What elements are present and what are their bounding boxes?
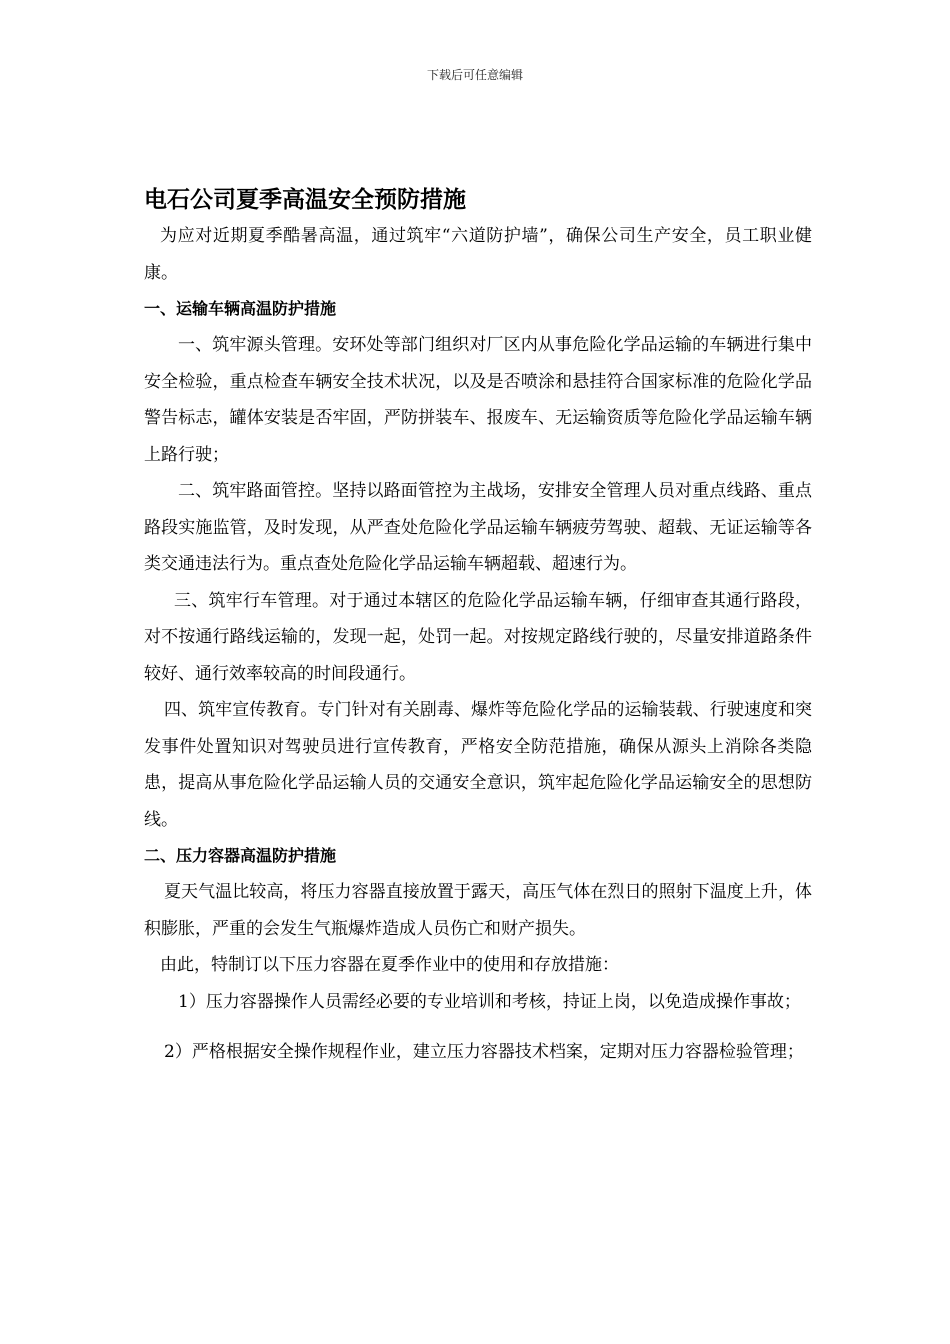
intro-paragraph: 为应对近期夏季酷暑高温，通过筑牢“六道防护墙”，确保公司生产安全，员工职业健康。 — [144, 226, 812, 283]
section-1-heading: 一、运输车辆高温防护措施 — [144, 299, 337, 318]
section-1-item-3: 三、筑牢行车管理。对于通过本辖区的危险化学品运输车辆，仔细审查其通行路段，对不按通行路线运输的，发现一起，处罚一起。对按规定路线行驶的，尽量安排道路条件较好、通行效率较高的时间段通行。 — [144, 590, 812, 684]
section-2-list-item-2: 2）严格根据安全操作规程作业，建立压力容器技术档案，定期对压力容器检验管理； — [164, 1042, 804, 1062]
section-2-heading: 二、压力容器高温防护措施 — [144, 846, 337, 865]
section-2-paragraph-1: 夏天气温比较高，将压力容器直接放置于露天，高压气体在烈日的照射下温度上升，体积膨胀，严重的会发生气瓶爆炸造成人员伤亡和财产损失。 — [144, 882, 812, 939]
header-note: 下载后可任意编辑 — [426, 68, 523, 82]
section-1-item-2: 二、筑牢路面管控。坚持以路面管控为主战场，安排安全管理人员对重点线路、重点路段实施监管，及时发现，从严查处危险化学品运输车辆疲劳驾驶、超载、无证运输等各类交通违法行为。重点查处危险化学品运输车辆超载、超速行为。 — [144, 481, 812, 574]
section-1-item-4: 四、筑牢宣传教育。专门针对有关剧毒、爆炸等危险化学品的运输装载、行驶速度和突发事件处置知识对驾驶员进行宣传教育，严格安全防范措施，确保从源头上消除各类隐患，提高从事危险化学品运输人员的交通安全意识，筑牢起危险化学品运输安全的思想防线。 — [144, 700, 812, 830]
document-title: 电石公司夏季高温安全预防措施 — [144, 187, 466, 213]
section-2-paragraph-2: 由此，特制订以下压力容器在夏季作业中的使用和存放措施： — [160, 955, 619, 975]
document-body — [144, 182, 812, 1071]
section-1-item-1: 一、筑牢源头管理。安环处等部门组织对厂区内从事危险化学品运输的车辆进行集中安全检验，重点检查车辆安全技术状况，以及是否喷涂和悬挂符合国家标准的危险化学品警告标志，罐体安装是否牢固，严防拼装车、报废车、无运输资质等危险化学品运输车辆上路行驶； — [144, 335, 812, 465]
section-2-list-item-1: 1）压力容器操作人员需经必要的专业培训和考核，持证上岗，以免造成操作事故； — [178, 991, 801, 1012]
